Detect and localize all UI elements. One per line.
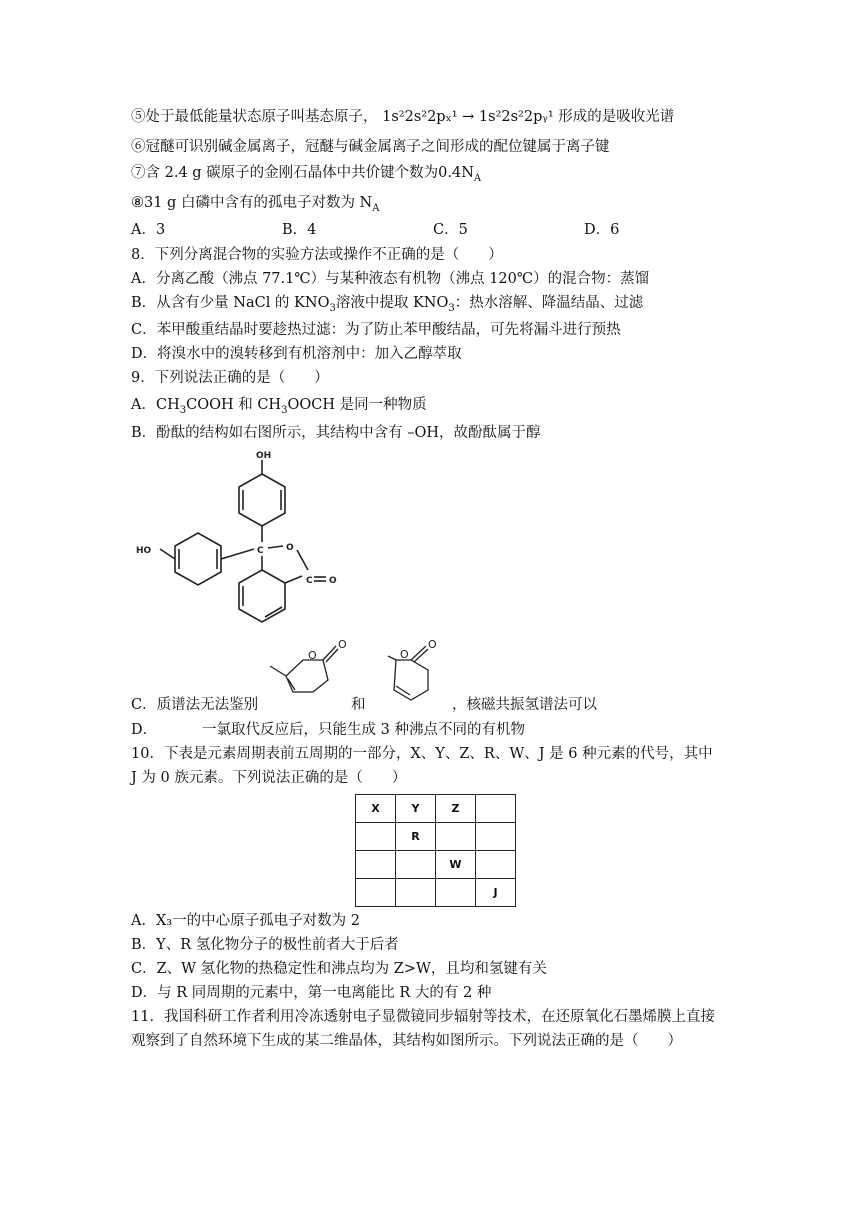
carbonyl-carbon-label: C [306, 576, 313, 586]
ring-oxygen-label: O [286, 543, 294, 553]
q8-option-a: A．分离乙酸（沸点 77.1℃）与某种液态有机物（沸点 120℃）的混合物：蒸馏 [131, 271, 650, 287]
q7-option-b: B．4 [282, 222, 317, 238]
ho-label: HO [136, 546, 152, 556]
periodic-table-fragment [355, 794, 516, 907]
carbonyl-oxygen-label: O [329, 576, 337, 586]
q10-option-c: C．Z、W 氢化物的热稳定性和沸点均为 Z>W，且均和氢键有关 [131, 961, 547, 977]
q9-option-c-part1: C．质谱法无法鉴别 [131, 697, 259, 713]
q9-a-part3: OOCH 是同一种物质 [287, 397, 427, 413]
pt-cell [396, 879, 436, 907]
pt-cell [356, 851, 396, 879]
phenolphthalein-structure [130, 446, 360, 636]
lactone1-ring-o: O [308, 649, 317, 662]
q11-stem-line2: 观察到了自然环境下生成的某二维晶体，其结构如图所示。下列说法正确的是（ ） [131, 1033, 682, 1049]
q7-option-a: A．3 [131, 222, 166, 238]
pt-cell [476, 795, 516, 823]
q9-stem: 9．下列说法正确的是（ ） [131, 370, 329, 386]
q9-a-sub2: 3 [281, 404, 288, 416]
q7-item7-sub: A [473, 172, 482, 184]
lactone-structure-2 [366, 636, 466, 706]
q9-option-b: B．酚酞的结构如右图所示，其结构中含有 –OH，故酚酞属于醇 [131, 425, 541, 441]
q7-item7-text: ⑦含 2.4 g 碳原子的金刚石晶体中共价键个数为0.4N [131, 165, 474, 181]
pt-cell [476, 823, 516, 851]
oh-label: OH [256, 451, 272, 461]
pt-cell [356, 879, 396, 907]
q7-item6: ⑥冠醚可识别碱金属离子，冠醚与碱金属离子之间形成的配位键属于离子键 [131, 139, 610, 155]
lactone2-ring-o: O [400, 648, 409, 661]
q8-option-d: D．将溴水中的溴转移到有机溶剂中：加入乙醇萃取 [131, 346, 462, 362]
pt-cell [436, 879, 476, 907]
pt-cell [476, 851, 516, 879]
q8-b-part1: B．从含有少量 NaCl 的 KNO [131, 295, 330, 311]
q9-option-a [131, 395, 427, 421]
q7-option-d: D．6 [584, 222, 620, 238]
q10-option-a: A．X₃一的中心原子孤电子对数为 2 [131, 913, 360, 929]
q9-option-c-part2: ，核磁共振氢谱法可以 [452, 697, 597, 713]
q7-item7 [131, 163, 481, 189]
q10-option-b: B．Y、R 氢化物分子的极性前者大于后者 [131, 937, 399, 953]
pt-cell: Z [436, 795, 476, 823]
q7-item5 [131, 107, 674, 127]
q8-b-part3: ：热水溶解、降温结晶、过滤 [454, 295, 644, 311]
q7-option-c: C．5 [433, 222, 468, 238]
lactone1-carbonyl-o: O [338, 638, 347, 651]
q9-a-sub1: 3 [179, 404, 187, 416]
q9-option-d-part2: 一氯取代反应后，只能生成 3 种沸点不同的有机物 [202, 722, 525, 738]
pt-cell [356, 823, 396, 851]
q7-item5-formula: 1s²2s²2pₓ¹ → 1s²2s²2pᵧ¹ [382, 109, 554, 125]
q7-item8-text: ⑧31 g 白磷中含有的孤电子对数为 N [131, 195, 373, 211]
q8-b-part2: 溶液中提取 KNO [335, 295, 449, 311]
q8-stem: 8．下列分离混合物的实验方法或操作不正确的是（ ） [131, 247, 503, 263]
q7-item8-sub: A [372, 202, 380, 214]
q7-item5-tail: 形成的是吸收光谱 [558, 109, 675, 125]
q8-b-sub2: 3 [448, 302, 455, 314]
pt-cell: Y [396, 795, 436, 823]
pt-cell: W [436, 851, 476, 879]
q7-item8 [131, 193, 379, 219]
q9-a-part2: COOH 和 CH [186, 397, 282, 413]
q9-a-part1: A．CH [131, 397, 180, 413]
q11-stem-line1: 11．我国科研工作者利用冷冻透射电子显微镜同步辐射等技术，在还原氧化石墨烯膜上直接 [131, 1009, 715, 1025]
pt-cell: J [476, 879, 516, 907]
q8-b-sub1: 3 [329, 302, 336, 314]
lactone-structure-1 [258, 636, 358, 706]
q10-stem-line1: 10．下表是元素周期表前五周期的一部分，X、Y、Z、R、W、J 是 6 种元素的代号，其中 [131, 746, 713, 762]
q10-option-d: D．与 R 同周期的元素中，第一电离能比 R 大的有 2 种 [131, 985, 492, 1001]
central-carbon-label: C [257, 546, 264, 556]
pt-cell: R [396, 823, 436, 851]
pt-cell: X [356, 795, 396, 823]
q7-item5-text: ⑤处于最低能量状态原子叫基态原子， [131, 109, 378, 125]
q8-option-b [131, 293, 643, 319]
q8-option-c: C．苯甲酸重结晶时要趁热过滤：为了防止苯甲酸结晶，可先将漏斗进行预热 [131, 322, 621, 338]
pt-cell [436, 823, 476, 851]
q9-option-d-part1: D． [131, 722, 158, 738]
q10-stem-line2: J 为 0 族元素。下列说法正确的是（ ） [131, 770, 407, 786]
lactone2-carbonyl-o: O [428, 638, 437, 651]
pt-cell [396, 851, 436, 879]
q9-option-c-and: 和 [351, 697, 366, 713]
